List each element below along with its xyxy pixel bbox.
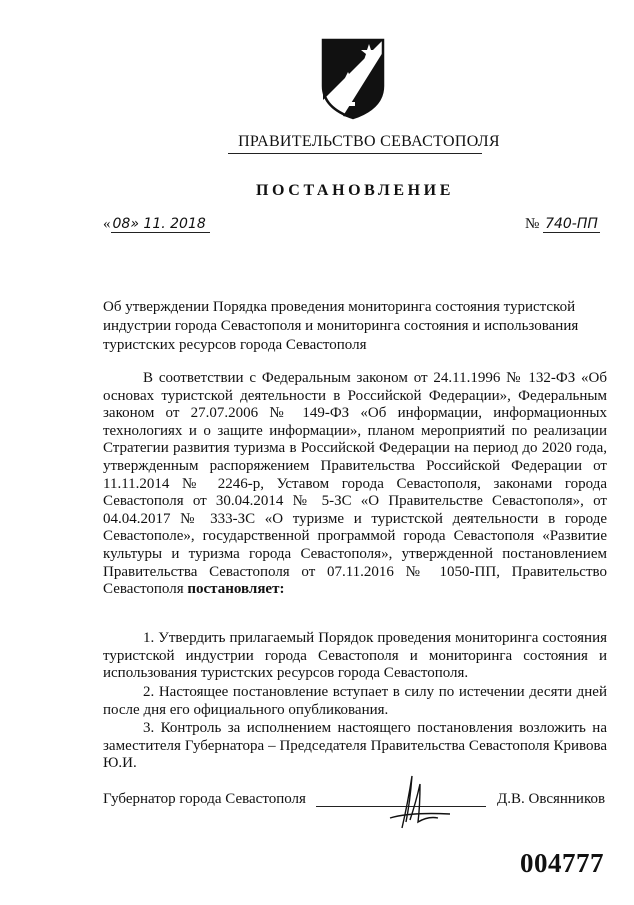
preamble-paragraph: В соответствии с Федеральным законом от 24.11.1996 № 132-ФЗ «Об основах туристской деятельности в Российской Федерации», Федеральным законом от 27.07.2006 № 149-ФЗ «Об информации, информационных технологиях и о защите информации», планом мероприятий по реализации Стратегии развития туризма в Российской Федерации на период до 2020 года, утвержденным распоряжением Правительства Российской Федерации от 11.11.2014 № 2246-р, Уставом города Севастополя, законами города Севастополя от 30.04.2014 № 5-ЗС «О Правительстве Севастополя», от 04.04.2017 № 333-ЗС «О туризме и туристской деятельности в городе Севастополе», государственной программой города Севастополя «Развитие культуры и туризма города Севастополя», утвержденной постановлением Правительства Севастополя от 07.11.2016 № 1050-ПП, Правительство Севастополя постановляет: (103, 370, 607, 598)
handwritten-number: 740-ПП (545, 216, 598, 232)
item-1: 1. Утвердить прилагаемый Порядок проведения мониторинга состояния туристской индустрии города Севастополя и мониторинга состояния и использования туристских ресурсов города Севастополя. (103, 630, 607, 682)
signatory-name: Д.В. Овсянников (497, 791, 606, 807)
handwritten-signature-icon (380, 772, 460, 832)
header-divider (228, 153, 482, 154)
government-name: ПРАВИТЕЛЬСТВО СЕВАСТОПОЛЯ (238, 133, 500, 150)
item-2: 2. Настоящее постановление вступает в силу по истечении десяти дней после дня его официального опубликования. (103, 684, 607, 718)
sevastopol-coat-of-arms-icon (321, 38, 385, 120)
document-date: « 08» 11. 2018 (103, 216, 210, 233)
document-subject: Об утверждении Порядка проведения мониторинга состояния туристской индустрии города Севастополя и мониторинга состояния и использования туристских ресурсов города Севастополя (103, 299, 579, 353)
document-type: ПОСТАНОВЛЕНИЕ (256, 182, 454, 199)
handwritten-date: 08» 11. 2018 (111, 216, 210, 233)
document-number: № 740-ПП (525, 216, 598, 232)
serial-number: 004777 (520, 848, 604, 878)
item-3: 3. Контроль за исполнением настоящего постановления возложить на заместителя Губернатора – Председателя Правительства Севастополя Кривова Ю.И. (103, 720, 607, 772)
signatory-position: Губернатор города Севастополя (103, 791, 306, 807)
